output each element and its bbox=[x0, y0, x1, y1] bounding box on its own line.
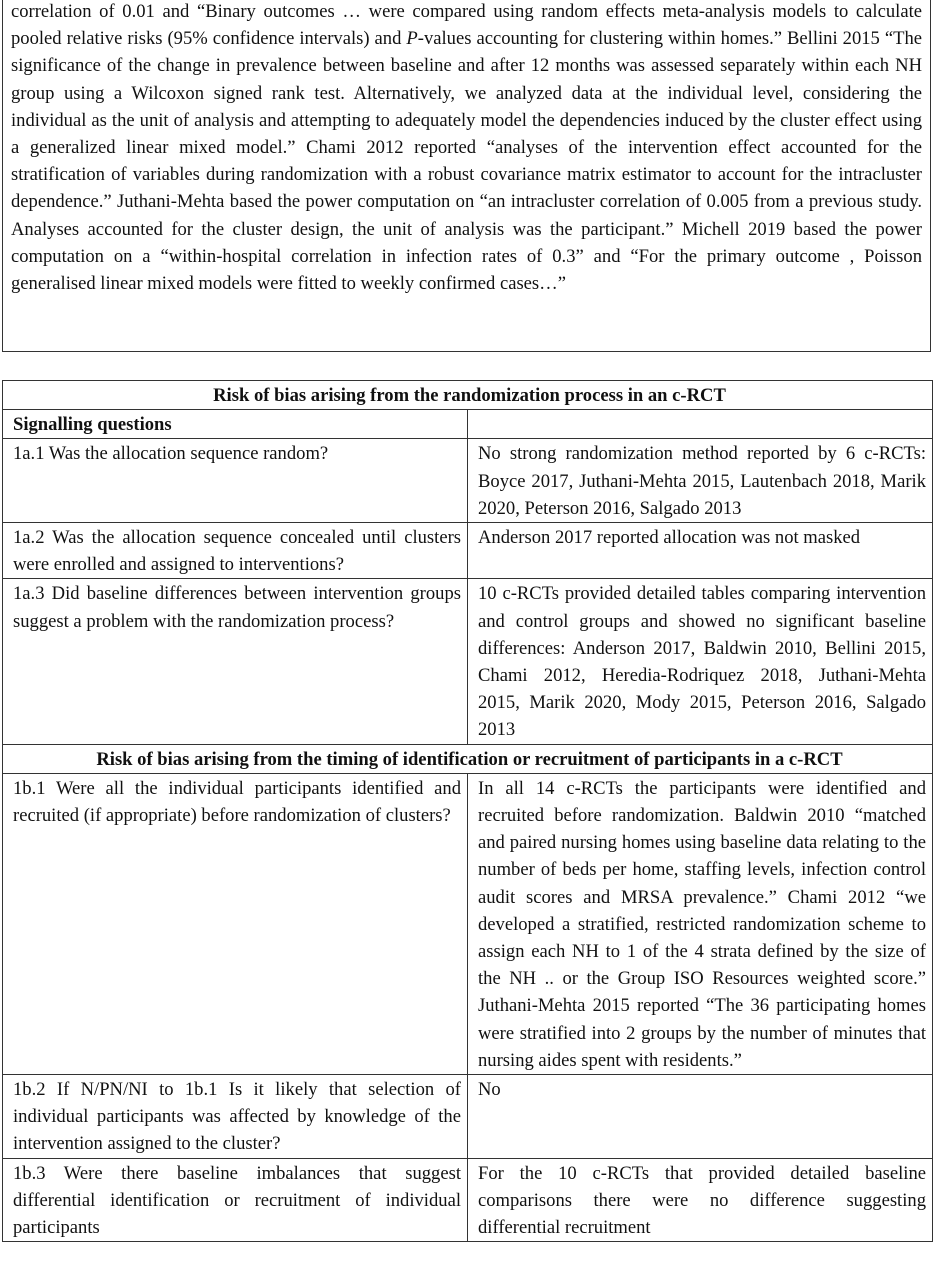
table-row bbox=[3, 773, 933, 1074]
section-title-randomization: Risk of bias arising from the randomization process in an c-RCT bbox=[3, 381, 933, 410]
signalling-answer-header bbox=[468, 410, 933, 439]
methods-text-box bbox=[2, 0, 931, 352]
question-1b1: 1b.1 Were all the individual participants identified and recruited (if appropriate) before randomization of clusters? bbox=[3, 773, 468, 1074]
methods-paragraph bbox=[11, 0, 922, 297]
table-row bbox=[3, 1075, 933, 1159]
question-1a2: 1a.2 Was the allocation sequence concealed until clusters were enrolled and assigned to interventions? bbox=[3, 523, 468, 579]
table-row bbox=[3, 579, 933, 744]
signalling-questions-header: Signalling questions bbox=[3, 410, 468, 439]
paragraph-text-part-2: -values accounting for clustering within homes.” Bellini 2015 “The significance of the change in prevalence between baseline and after 12 months was assessed separately within each NH group using a Wilcoxon signed rank test. Alternatively, we analyzed data at the individual level, considering the individual as the unit of analysis and attempting to adequately model the dependencies induced by the cluster effect using a generalized linear mixed model.” Chami 2012 reported “analyses of the intervention effect accounted for the stratification of variables during randomization with a robust covariance matrix estimator to account for the intracluster dependence.” Juthani-Mehta based the power computation on “an intracluster correlation of 0.005 from a previous study. Analyses accounted for the cluster design, the unit of analysis was the participant.” Michell 2019 based the power computation on a “within-hospital correlation in infection rates of 0.3” and “For the primary outcome , Poisson generalised linear mixed models were fitted to weekly confirmed cases…” bbox=[11, 28, 922, 295]
risk-of-bias-table bbox=[2, 380, 933, 1242]
question-1a1: 1a.1 Was the allocation sequence random? bbox=[3, 439, 468, 523]
answer-1a3: 10 c-RCTs provided detailed tables comparing intervention and control groups and showed no significant baseline differences: Anderson 2017, Baldwin 2010, Bellini 2015, Chami 2012, Heredia-Rodriquez 2018, Juthani-Mehta 2015, Marik 2020, Mody 2015, Peterson 2016, Salgado 2013 bbox=[468, 579, 933, 744]
table-row bbox=[3, 523, 933, 579]
answer-1b3: For the 10 c-RCTs that provided detailed baseline comparisons there were no difference suggesting differential recruitment bbox=[468, 1158, 933, 1242]
answer-1a1: No strong randomization method reported by 6 c-RCTs: Boyce 2017, Juthani-Mehta 2015, Lautenbach 2018, Marik 2020, Peterson 2016, Salgado 2013 bbox=[468, 439, 933, 523]
answer-1b1: In all 14 c-RCTs the participants were identified and recruited before randomization. Baldwin 2010 “matched and paired nursing homes using baseline data relating to the number of beds per home, staffing levels, infection control audit scores and MRSA prevalence.” Chami 2012 “we developed a stratified, restricted randomization scheme to assign each NH to 1 of the 4 strata defined by the size of the NH .. or the Group ISO Resources weighted score.” Juthani-Mehta 2015 reported “The 36 participating homes were stratified into 2 groups by the number of minutes that nursing aides spent with residents.” bbox=[468, 773, 933, 1074]
question-1b3: 1b.3 Were there baseline imbalances that suggest differential identification or recruitment of individual participants bbox=[3, 1158, 468, 1242]
italic-p: P bbox=[406, 28, 418, 50]
section-header-row bbox=[3, 744, 933, 773]
question-1a3: 1a.3 Did baseline differences between intervention groups suggest a problem with the randomization process? bbox=[3, 579, 468, 744]
table-row bbox=[3, 439, 933, 523]
section-title-recruitment: Risk of bias arising from the timing of identification or recruitment of participants in a c-RCT bbox=[3, 744, 933, 773]
answer-1a2: Anderson 2017 reported allocation was not masked bbox=[468, 523, 933, 579]
answer-1b2: No bbox=[468, 1075, 933, 1159]
paragraph-text-part-1: correlation of 0.01 and “Binary outcomes … were compared using random effects meta-analysis models to calculate pooled relative risks (95% confidence intervals) and bbox=[11, 1, 922, 50]
table-row bbox=[3, 1158, 933, 1242]
question-1b2: 1b.2 If N/PN/NI to 1b.1 Is it likely that selection of individual participants was affected by knowledge of the intervention assigned to the cluster? bbox=[3, 1075, 468, 1159]
signalling-header-row bbox=[3, 410, 933, 439]
section-header-row bbox=[3, 381, 933, 410]
